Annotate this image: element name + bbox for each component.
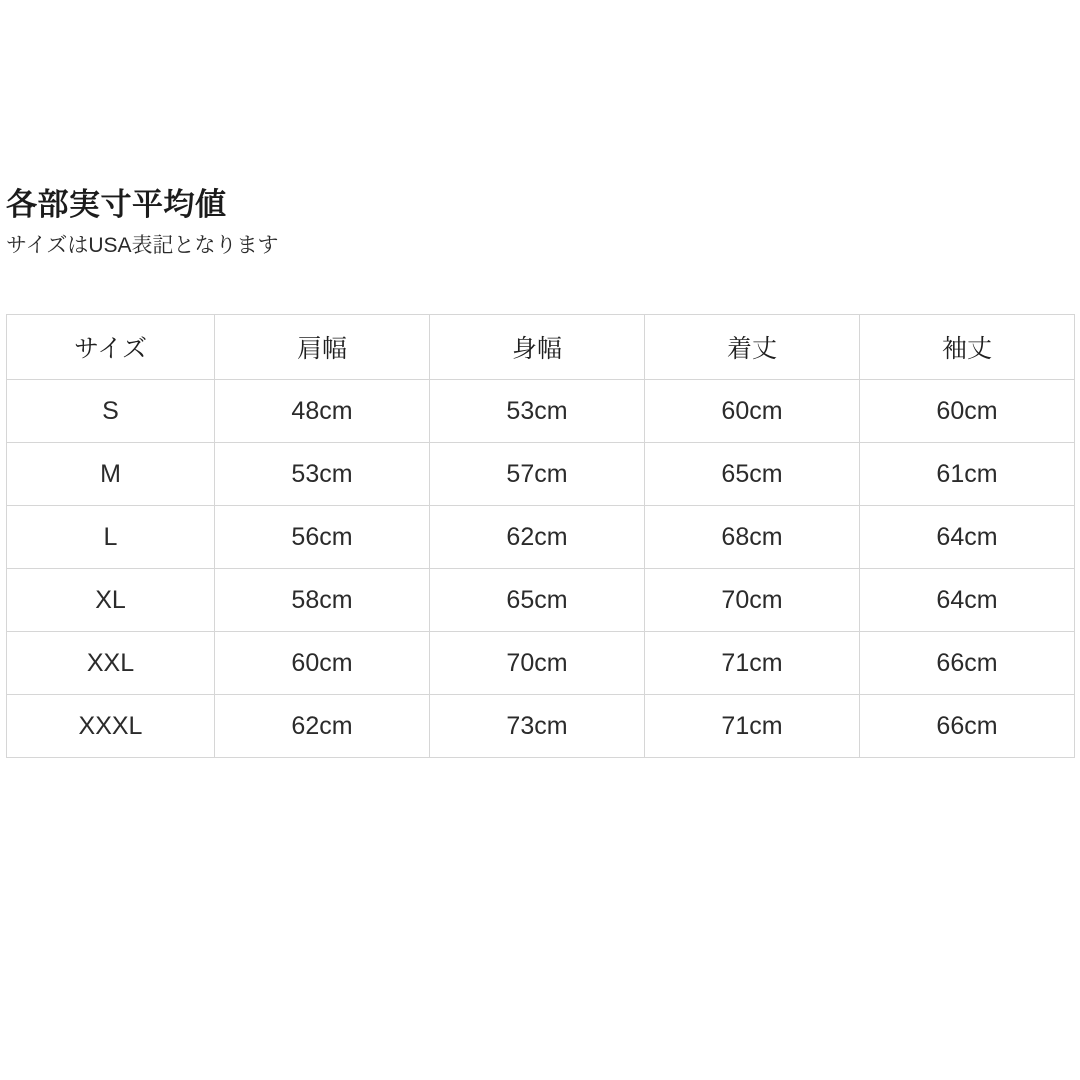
page-subtitle: サイズはUSA表記となります [6, 234, 279, 258]
table-row [7, 632, 1075, 695]
cell-length: 71cm [645, 695, 860, 758]
cell-length: 68cm [645, 506, 860, 569]
cell-length: 70cm [645, 569, 860, 632]
table-row [7, 695, 1075, 758]
cell-sleeve: 66cm [860, 632, 1075, 695]
size-table [6, 314, 1075, 758]
cell-shoulder: 58cm [215, 569, 430, 632]
cell-sleeve: 66cm [860, 695, 1075, 758]
column-header-sleeve: 袖丈 [860, 315, 1075, 380]
cell-chest: 70cm [430, 632, 645, 695]
cell-size: XXXL [7, 695, 215, 758]
cell-chest: 53cm [430, 380, 645, 443]
cell-length: 71cm [645, 632, 860, 695]
page-title: 各部実寸平均値 [6, 187, 227, 222]
cell-chest: 62cm [430, 506, 645, 569]
cell-length: 65cm [645, 443, 860, 506]
cell-length: 60cm [645, 380, 860, 443]
cell-sleeve: 61cm [860, 443, 1075, 506]
column-header-size: サイズ [7, 315, 215, 380]
table-header [7, 315, 1075, 380]
cell-sleeve: 64cm [860, 569, 1075, 632]
column-header-chest: 身幅 [430, 315, 645, 380]
cell-shoulder: 48cm [215, 380, 430, 443]
cell-shoulder: 62cm [215, 695, 430, 758]
cell-size: XXL [7, 632, 215, 695]
table-header-row [7, 315, 1075, 380]
table-row [7, 506, 1075, 569]
cell-size: XL [7, 569, 215, 632]
cell-shoulder: 53cm [215, 443, 430, 506]
heading-block [6, 186, 1006, 258]
cell-chest: 57cm [430, 443, 645, 506]
table-body [7, 380, 1075, 758]
column-header-shoulder: 肩幅 [215, 315, 430, 380]
cell-shoulder: 60cm [215, 632, 430, 695]
table-row [7, 380, 1075, 443]
table-row [7, 569, 1075, 632]
cell-size: M [7, 443, 215, 506]
cell-sleeve: 60cm [860, 380, 1075, 443]
cell-size: L [7, 506, 215, 569]
table-row [7, 443, 1075, 506]
cell-shoulder: 56cm [215, 506, 430, 569]
size-table-wrapper [6, 314, 1074, 758]
cell-chest: 65cm [430, 569, 645, 632]
cell-size: S [7, 380, 215, 443]
cell-chest: 73cm [430, 695, 645, 758]
column-header-length: 着丈 [645, 315, 860, 380]
cell-sleeve: 64cm [860, 506, 1075, 569]
